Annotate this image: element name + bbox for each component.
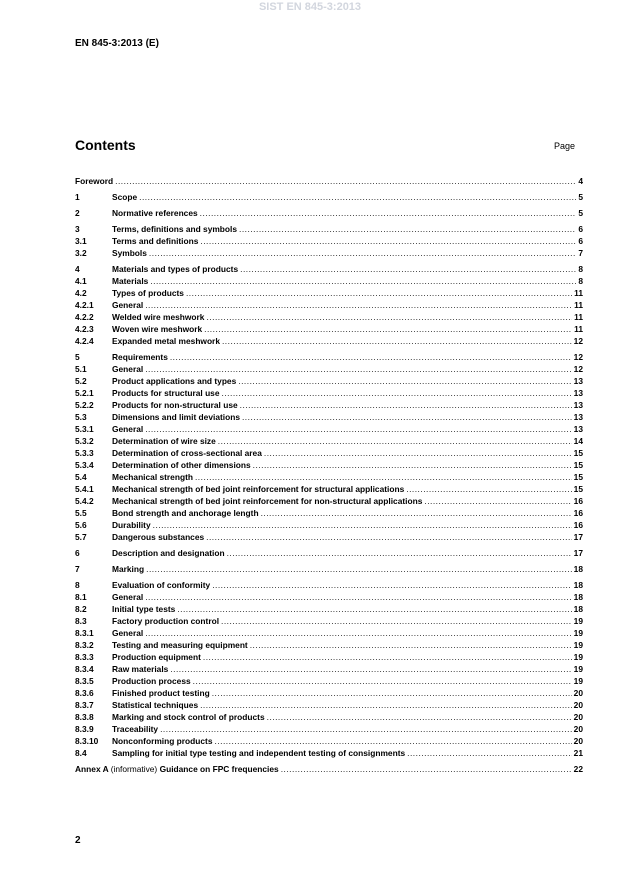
toc-entry[interactable] (75, 687, 583, 699)
toc-entry-page: 15 (573, 448, 583, 458)
toc-entry[interactable] (75, 471, 583, 483)
toc-entry[interactable] (75, 299, 583, 311)
toc-entry-title: General (112, 300, 144, 310)
toc-entry-number: 5.6 (75, 520, 87, 530)
toc-entry-annex-a[interactable] (75, 763, 583, 775)
dot-leader (115, 175, 576, 187)
toc-entry-number: 5.7 (75, 532, 87, 542)
toc-entry-number: 3.2 (75, 248, 87, 258)
toc-entry-page: 8 (578, 276, 583, 286)
toc-entry-number: 8.3 (75, 616, 87, 626)
dot-leader (242, 411, 572, 423)
toc-entry-title: Mechanical strength of bed joint reinforcement for structural applications (112, 484, 405, 494)
toc-entry[interactable] (75, 495, 583, 507)
toc-entry-page: 11 (574, 324, 583, 334)
toc-entry[interactable] (75, 423, 583, 435)
toc-entry-title: Foreword (75, 176, 114, 186)
dot-leader (264, 447, 572, 459)
toc-entry[interactable] (75, 579, 583, 591)
toc-entry-title: Dangerous substances (112, 532, 205, 542)
toc-entry-title: Sampling for initial type testing and independent testing of consignments (112, 748, 406, 758)
dot-leader (204, 323, 572, 335)
toc-entry-number: 8.3.6 (75, 688, 94, 698)
toc-entry-number: 5.4.1 (75, 484, 94, 494)
toc-entry-title: General (112, 592, 144, 602)
toc-entry-title: Materials (112, 276, 149, 286)
dot-leader (177, 603, 571, 615)
dot-leader (238, 375, 571, 387)
toc-entry-title: Materials and types of products (112, 264, 239, 274)
toc-entry-page: 13 (573, 388, 583, 398)
dot-leader (170, 663, 571, 675)
toc-entry[interactable] (75, 287, 583, 299)
toc-entry-number: 8.3.3 (75, 652, 94, 662)
toc-entry-page: 19 (573, 628, 583, 638)
toc-entry-page: 5 (578, 208, 583, 218)
toc-entry-title: Initial type tests (112, 604, 176, 614)
toc-entry-title: Welded wire meshwork (112, 312, 205, 322)
toc-entry-page: 17 (573, 548, 583, 558)
toc-entry-title: Woven wire meshwork (112, 324, 203, 334)
dot-leader (407, 747, 572, 759)
toc-entry-title: Bond strength and anchorage length (112, 508, 259, 518)
dot-leader (253, 459, 572, 471)
toc-entry-number: 3.1 (75, 236, 87, 246)
toc-entry-number: 8.2 (75, 604, 87, 614)
dot-leader (145, 423, 571, 435)
toc-entry[interactable] (75, 263, 583, 275)
dot-leader (200, 235, 576, 247)
toc-entry-number: 8 (75, 580, 80, 590)
toc-entry-number: 5.4 (75, 472, 87, 482)
dot-leader (406, 483, 571, 495)
toc-entry-page: 22 (573, 764, 583, 774)
toc-entry-title: Durability (112, 520, 151, 530)
toc-entry-page: 16 (573, 508, 583, 518)
toc-entry-page: 6 (578, 224, 583, 234)
toc-entry[interactable] (75, 603, 583, 615)
toc-entry-title: General (112, 364, 144, 374)
toc-entry-page: 21 (573, 748, 583, 758)
toc-entry[interactable] (75, 651, 583, 663)
toc-entry[interactable] (75, 223, 583, 235)
toc-entry-title: Nonconforming products (112, 736, 213, 746)
toc-entry-title: Testing and measuring equipment (112, 640, 248, 650)
toc-entry[interactable] (75, 351, 583, 363)
dot-leader (145, 627, 571, 639)
toc-entry-page: 15 (573, 484, 583, 494)
dot-leader (240, 263, 576, 275)
toc-entry-page: 18 (573, 564, 583, 574)
toc-entry[interactable] (75, 207, 583, 219)
toc-entry-number: 5 (75, 352, 80, 362)
toc-entry-number: 5.3.2 (75, 436, 94, 446)
toc-entry-page: 20 (573, 688, 583, 698)
toc-entry[interactable] (75, 363, 583, 375)
toc-entry-title: Traceability (112, 724, 159, 734)
toc-entry-title: Dimensions and limit deviations (112, 412, 240, 422)
toc-entry-number: 2 (75, 208, 80, 218)
toc-entry-number: 1 (75, 192, 80, 202)
toc-entry-page: 8 (578, 264, 583, 274)
toc-entry-title: Requirements (112, 352, 168, 362)
toc-entry-title: Production equipment (112, 652, 201, 662)
toc-entry[interactable] (75, 699, 583, 711)
toc-entry-number: 4 (75, 264, 80, 274)
toc-entry-number: 4.2.1 (75, 300, 94, 310)
toc-entry-title: Determination of wire size (112, 436, 216, 446)
toc-entry-page: 18 (573, 592, 583, 602)
watermark: SIST EN 845-3:2013 (258, 1, 362, 13)
toc-entry-number: 8.3.9 (75, 724, 94, 734)
dot-leader (221, 615, 572, 627)
dot-leader (240, 399, 572, 411)
toc-entry-page: 13 (573, 400, 583, 410)
toc-entry[interactable] (75, 175, 583, 187)
toc-entry-number: 5.2.1 (75, 388, 94, 398)
toc-entry-number: 8.3.8 (75, 712, 94, 722)
toc-entry[interactable] (75, 235, 583, 247)
toc-entry-title: Terms and definitions (112, 236, 199, 246)
dot-leader (222, 335, 572, 347)
toc-entry-page: 11 (574, 300, 583, 310)
toc-entry-page: 19 (573, 664, 583, 674)
toc-entry-number: 4.2 (75, 288, 87, 298)
toc-entry[interactable] (75, 459, 583, 471)
dot-leader (215, 735, 572, 747)
toc-entry-page: 4 (578, 176, 583, 186)
toc-entry-number: 8.1 (75, 592, 87, 602)
toc-entry-page: 20 (573, 700, 583, 710)
toc-entry-title: Product applications and types (112, 376, 237, 386)
toc-entry-page: 19 (573, 640, 583, 650)
toc-entry-number: 5.2 (75, 376, 87, 386)
toc-entry-title: Production process (112, 676, 191, 686)
toc-entry-page: 16 (573, 520, 583, 530)
toc-entry[interactable] (75, 375, 583, 387)
toc-entry-number: 5.3.4 (75, 460, 94, 470)
toc-entry-page: 16 (573, 496, 583, 506)
toc-entry-page: 15 (573, 460, 583, 470)
toc-entry-page: 13 (573, 412, 583, 422)
dot-leader (145, 591, 571, 603)
toc-entry-page: 11 (574, 312, 583, 322)
toc-entry-number: 5.5 (75, 508, 87, 518)
toc-entry-number: 4.2.2 (75, 312, 94, 322)
toc-entry-number: 3 (75, 224, 80, 234)
toc-entry-number: 4.1 (75, 276, 87, 286)
toc-entry[interactable] (75, 191, 583, 203)
annex-note: (informative) (110, 764, 158, 774)
page-number: 2 (75, 835, 81, 846)
toc-entry[interactable] (75, 519, 583, 531)
toc-entry-number: 8.3.1 (75, 628, 94, 638)
toc-entry-page: 12 (573, 336, 583, 346)
toc-entry-number: 5.3.1 (75, 424, 94, 434)
toc-entry-page: 5 (578, 192, 583, 202)
toc-entry[interactable] (75, 639, 583, 651)
toc-entry[interactable] (75, 615, 583, 627)
dot-leader (145, 299, 572, 311)
annex-prefix: Annex A (75, 764, 109, 774)
toc-entry-title: Types of products (112, 288, 184, 298)
toc-entry-page: 19 (573, 616, 583, 626)
dot-leader (139, 191, 576, 203)
toc-entry[interactable] (75, 247, 583, 259)
toc-entry-page: 15 (573, 472, 583, 482)
toc-entry-page: 18 (573, 580, 583, 590)
dot-leader (200, 207, 577, 219)
toc-entry-title: Description and designation (112, 548, 225, 558)
dot-leader (212, 687, 572, 699)
toc-entry-page: 20 (573, 712, 583, 722)
toc-entry-title: Evaluation of conformity (112, 580, 211, 590)
toc-entry-page: 19 (573, 652, 583, 662)
dot-leader (250, 639, 572, 651)
dot-leader (145, 363, 571, 375)
toc-entry[interactable] (75, 399, 583, 411)
dot-leader (281, 763, 572, 775)
dot-leader (149, 247, 576, 259)
dot-leader (146, 563, 572, 575)
dot-leader (206, 531, 572, 543)
dot-leader (193, 675, 572, 687)
toc-entry-number: 5.3 (75, 412, 87, 422)
toc-entry-page: 11 (574, 288, 583, 298)
dot-leader (227, 547, 572, 559)
toc-entry[interactable] (75, 275, 583, 287)
toc-entry-number: 6 (75, 548, 80, 558)
toc-entry-page: 20 (573, 736, 583, 746)
toc-entry-title: Factory production control (112, 616, 220, 626)
toc-entry[interactable] (75, 711, 583, 723)
page-column-label: Page (554, 141, 576, 151)
dot-leader (203, 651, 572, 663)
toc-entry-title: General (112, 424, 144, 434)
toc-entry[interactable] (75, 747, 583, 759)
toc-entry-page: 6 (578, 236, 583, 246)
toc-entry[interactable] (75, 311, 583, 323)
toc-entry-title: Scope (112, 192, 138, 202)
toc-entry-number: 8.3.5 (75, 676, 94, 686)
dot-leader (195, 471, 572, 483)
toc-entry-title: General (112, 628, 144, 638)
dot-leader (186, 287, 572, 299)
toc-entry[interactable] (75, 627, 583, 639)
toc-entry-number: 7 (75, 564, 80, 574)
dot-leader (424, 495, 571, 507)
dot-leader (150, 275, 576, 287)
toc-entry[interactable] (75, 411, 583, 423)
dot-leader (170, 351, 572, 363)
toc-entry[interactable] (75, 675, 583, 687)
dot-leader (153, 519, 572, 531)
document-id: EN 845-3:2013 (E) (75, 38, 159, 49)
toc-entry[interactable] (75, 547, 583, 559)
dot-leader (206, 311, 572, 323)
toc-entry-number: 8.3.7 (75, 700, 94, 710)
toc-entry[interactable] (75, 447, 583, 459)
dot-leader (200, 699, 572, 711)
toc-entry-page: 13 (573, 424, 583, 434)
toc-entry[interactable] (75, 387, 583, 399)
toc-entry-title: Marking (112, 564, 145, 574)
toc-entry[interactable] (75, 507, 583, 519)
toc-entry-title: Normative references (112, 208, 198, 218)
toc-entry-title: Determination of cross-sectional area (112, 448, 262, 458)
dot-leader (261, 507, 572, 519)
toc-entry[interactable] (75, 335, 583, 347)
toc-entry-title: Determination of other dimensions (112, 460, 251, 470)
toc-entry[interactable] (75, 531, 583, 543)
toc-entry-page: 17 (573, 532, 583, 542)
toc-entry-page: 12 (573, 352, 583, 362)
toc-entry-number: 4.2.3 (75, 324, 94, 334)
dot-leader (160, 723, 572, 735)
toc-entry-number: 8.3.2 (75, 640, 94, 650)
toc-entry-page: 7 (578, 248, 583, 258)
toc-entry-title: Raw materials (112, 664, 169, 674)
toc-entry-title (75, 763, 279, 775)
dot-leader (212, 579, 571, 591)
toc-entry-number: 8.3.10 (75, 736, 99, 746)
page-title: Contents (75, 137, 136, 153)
toc-entry-title: Finished product testing (112, 688, 210, 698)
toc-entry[interactable] (75, 735, 583, 747)
toc-entry-title: Expanded metal meshwork (112, 336, 220, 346)
table-of-contents (75, 175, 583, 775)
toc-entry-number: 5.4.2 (75, 496, 94, 506)
toc-entry[interactable] (75, 663, 583, 675)
toc-entry-title: Products for structural use (112, 388, 220, 398)
toc-entry[interactable] (75, 435, 583, 447)
toc-entry-title: Mechanical strength of bed joint reinforcement for non-structural applications (112, 496, 423, 506)
toc-entry-title: Terms, definitions and symbols (112, 224, 238, 234)
dot-leader (267, 711, 572, 723)
toc-entry-page: 13 (573, 376, 583, 386)
toc-entry-number: 4.2.4 (75, 336, 94, 346)
toc-entry[interactable] (75, 723, 583, 735)
toc-entry-page: 12 (573, 364, 583, 374)
toc-entry-number: 8.4 (75, 748, 87, 758)
toc-entry-title: Symbols (112, 248, 147, 258)
toc-entry-title: Statistical techniques (112, 700, 199, 710)
toc-entry-number: 5.3.3 (75, 448, 94, 458)
annex-title: Guidance on FPC frequencies (159, 764, 279, 774)
toc-entry-title: Marking and stock control of products (112, 712, 265, 722)
toc-entry[interactable] (75, 591, 583, 603)
toc-entry-title: Products for non-structural use (112, 400, 238, 410)
toc-entry-page: 19 (573, 676, 583, 686)
dot-leader (222, 387, 572, 399)
toc-entry-page: 14 (573, 436, 583, 446)
toc-entry-number: 8.3.4 (75, 664, 94, 674)
toc-entry[interactable] (75, 323, 583, 335)
dot-leader (239, 223, 576, 235)
toc-entry-page: 18 (573, 604, 583, 614)
toc-entry[interactable] (75, 483, 583, 495)
dot-leader (218, 435, 572, 447)
toc-entry-title: Mechanical strength (112, 472, 193, 482)
toc-entry-number: 5.1 (75, 364, 87, 374)
toc-entry-page: 20 (573, 724, 583, 734)
toc-entry[interactable] (75, 563, 583, 575)
toc-entry-number: 5.2.2 (75, 400, 94, 410)
